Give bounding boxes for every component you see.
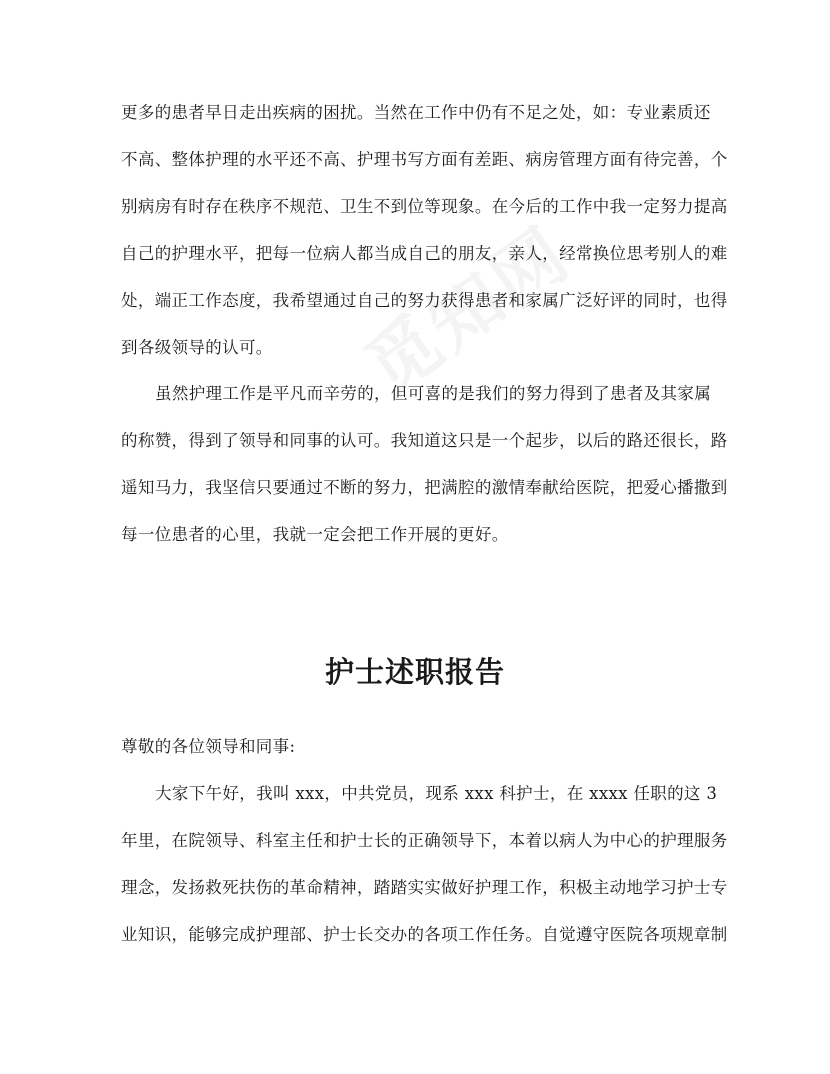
paragraph-line: 处，端正工作态度，我希望通过自己的努力获得患者和家属广泛好评的同时，也得 — [121, 291, 728, 310]
paragraph-line: 的称赞，得到了领导和同事的认可。我知道这只是一个起步，以后的路还很长，路 — [121, 431, 728, 450]
report-title: 护士述职报告 — [324, 655, 505, 689]
paragraph-line: 遥知马力，我坚信只要通过不断的努力，把满腔的激情奉献给医院，把爱心播撒到 — [121, 478, 728, 497]
paragraph-line: 虽然护理工作是平凡而辛劳的，但可喜的是我们的努力得到了患者及其家属 — [155, 384, 712, 403]
paragraph-line: 别病房有时存在秩序不规范、卫生不到位等现象。在今后的工作中我一定努力提高 — [121, 197, 728, 216]
paragraph-line: 更多的患者早日走出疾病的困扰。当然在工作中仍有不足之处，如：专业素质还 — [121, 103, 711, 122]
paragraph-line: 自己的护理水平，把每一位病人都当成自己的朋友，亲人，经常换位思考别人的难 — [121, 244, 728, 263]
paragraph-line: 业知识，能够完成护理部、护士长交办的各项工作任务。自觉遵守医院各项规章制 — [121, 925, 728, 944]
paragraph-line: 不高、整体护理的水平还不高、护理书写方面有差距、病房管理方面有待完善，个 — [121, 150, 728, 169]
paragraph-line: 到各级领导的认可。 — [121, 338, 273, 357]
salutation: 尊敬的各位领导和同事: — [121, 737, 296, 756]
paragraph-line: 理念，发扬救死扶伤的革命精神，踏踏实实做好护理工作，积极主动地学习护士专 — [121, 878, 728, 897]
paragraph-line: 年里，在院领导、科室主任和护士长的正确领导下，本着以病人为中心的护理服务 — [121, 831, 728, 850]
paragraph-line: 每一位患者的心里，我就一定会把工作开展的更好。 — [121, 525, 509, 544]
paragraph-line: 大家下午好，我叫 xxx，中共党员，现系 xxx 科护士，在 xxxx 任职的这 3 — [155, 784, 718, 803]
